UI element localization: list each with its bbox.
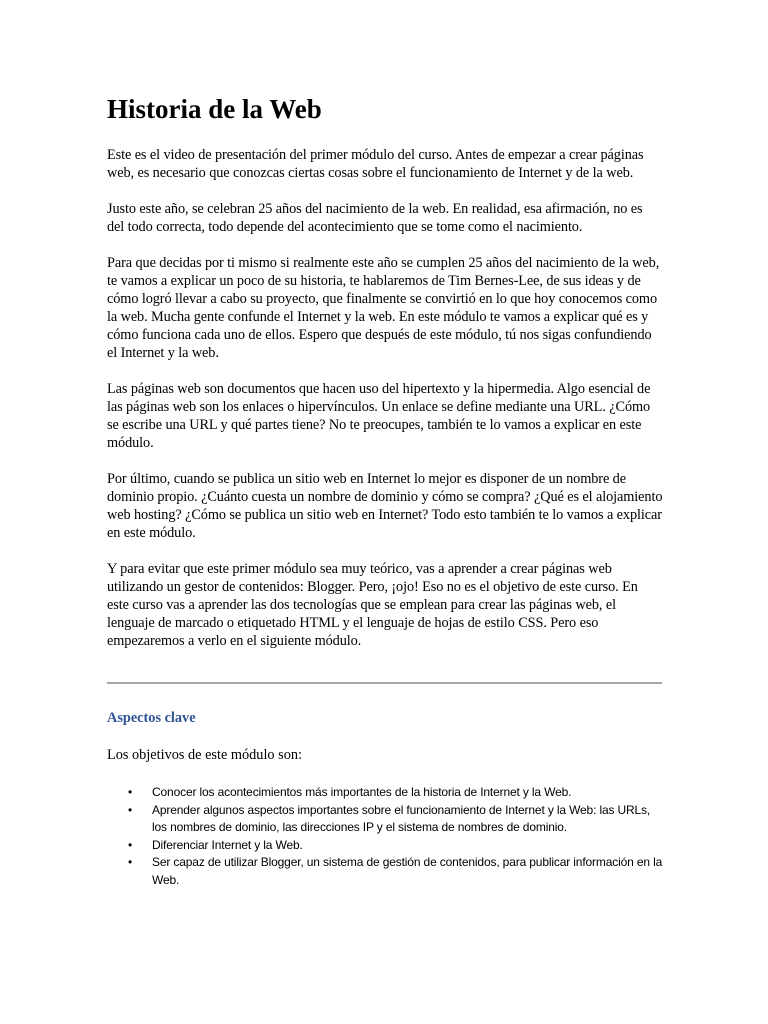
paragraph-intro: Este es el video de presentación del primer módulo del curso. Antes de empezar a crear páginas web, es necesario que conozcas ciertas cosas sobre el funcionamiento de Internet y de la web. [107,147,644,181]
section-divider [107,682,662,684]
objective-text: Ser capaz de utilizar Blogger, un sistema de gestión de contenidos, para publicar información en la Web. [152,855,663,887]
objective-text: Diferenciar Internet y la Web. [152,837,303,852]
objectives-intro: Los objetivos de este módulo son: [107,747,302,763]
list-item [107,854,663,889]
paragraph-hypertext: Las páginas web son documentos que hacen uso del hipertexto y la hipermedia. Algo esencial de las páginas web son los enlaces o hipervínculos. Un enlace se define mediante una URL. ¿Cómo se escribe una URL y qué partes tiene? No te preocupes, también te lo vamos a explicar en este módulo. [107,381,651,451]
bullet-icon: • [128,785,133,799]
paragraph-blogger: Y para evitar que este primer módulo sea muy teórico, vas a aprender a crear páginas web utilizando un gestor de contenidos: Blogger. Pero, ¡ojo! Eso no es el objetivo de este curso. En este curso vas a aprender las dos tecnologías que se emplean para crear las páginas web, el lenguaje de marcado o etiquetado HTML y el lenguaje de hojas de estilo CSS. Pero eso empezaremos a verlo en el siguiente módulo. [107,561,638,649]
objectives-list [107,784,663,889]
section-heading-key-aspects: Aspectos clave [107,710,196,726]
paragraph-domain: Por último, cuando se publica un sitio web en Internet lo mejor es disponer de un nombre de dominio propio. ¿Cuánto cuesta un nombre de dominio y cómo se compra? ¿Qué es el alojamiento web hosting? ¿Cómo se publica un sitio web en Internet? Todo esto también te lo vamos a explicar en este módulo. [107,471,663,541]
paragraph-anniversary: Justo este año, se celebran 25 años del nacimiento de la web. En realidad, esa afirmación, no es del todo correcta, todo depende del acontecimiento que se tome como el nacimiento. [107,201,643,235]
list-item [107,802,663,837]
bullet-icon: • [128,855,133,869]
objective-text: Conocer los acontecimientos más importantes de la historia de Internet y la Web. [152,785,572,799]
paragraph-history: Para que decidas por ti mismo si realmente este año se cumplen 25 años del nacimiento de la web, te vamos a explicar un poco de su historia, te hablaremos de Tim Bernes-Lee, de sus ideas y de cómo logró llevar a cabo su proyecto, que finalmente se convirtió en lo que hoy conocemos como la web. Mucha gente confunde el Internet y la web. En este módulo te vamos a explicar qué es y cómo funciona cada uno de ellos. Espero que después de este módulo, tú nos sigas confundiendo el Internet y la web. [107,255,660,361]
list-item [107,784,663,802]
bullet-icon: • [128,837,133,852]
list-item [107,837,663,855]
bullet-icon: • [128,802,133,817]
page-title: Historia de la Web [107,94,322,124]
objective-text: Aprender algunos aspectos importantes sobre el funcionamiento de Internet y la Web: las URLs, los nombres de dominio, las direcciones IP y el sistema de nombres de dominio. [152,802,651,834]
document-body [107,146,663,668]
